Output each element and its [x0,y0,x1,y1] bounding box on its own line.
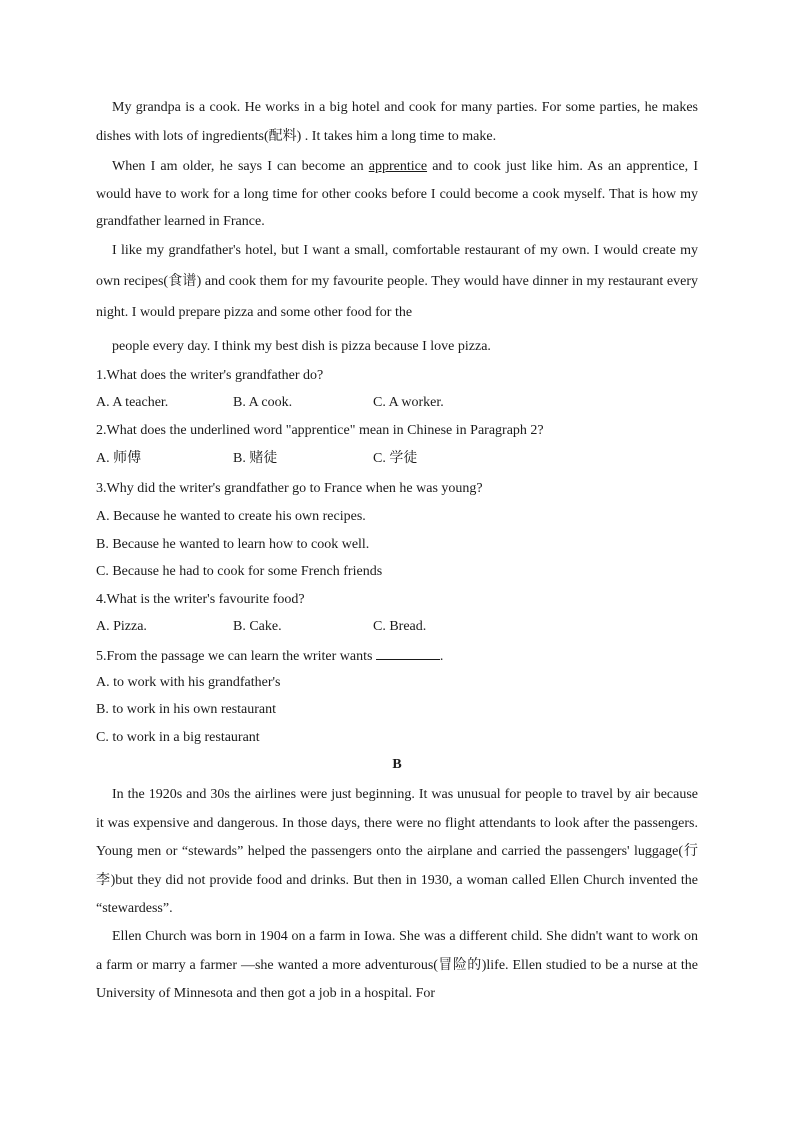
paragraph-2-text-before: When I am older, he says I can become an [112,159,369,174]
question-1-option-b: B. A cook. [233,395,293,410]
question-5-stem-text: 5.From the passage we can learn the writer wants [96,649,376,664]
question-1-option-a: A. A teacher. [96,395,169,410]
answer-blank [376,646,440,660]
question-4-option-c: C. Bread. [373,619,427,634]
question-3-option-b: B. Because he wanted to learn how to cook well. [96,537,370,552]
question-3-stem: 3.Why did the writer's grandfather go to France when he was young? [96,481,483,496]
question-5-stem [96,646,443,666]
paragraph-3-main: I like my grandfather's hotel, but I want a small, comfortable restaurant of my own. I would create my own recipes(食谱) and cook them for my favourite people. They would have dinner in my restaurant every night. I would prepare pizza and some other food for the [96,243,698,320]
question-3-option-a: A. Because he wanted to create his own recipes. [96,509,366,524]
section-b-paragraph-2: Ellen Church was born in 1904 on a farm in Iowa. She was a different child. She didn't want to work on a farm or marry a farmer —she wanted a more adventurous(冒险的)life. Ellen studied to be a nurse at the University of Minnesota and then got a job in a hospital. For [96,929,698,1001]
question-5-option-b: B. to work in his own restaurant [96,702,277,717]
passage-a-paragraph-2 [96,153,698,236]
question-1-stem: 1.What does the writer's grandfather do? [96,368,324,383]
paragraph-2-text-after: and to cook just like him. As an apprentice, I would have to work for a long time for other cooks before I could become a cook myself. That is how my grandfather learned in France. [96,159,699,229]
passage-a-paragraph-3 [96,235,698,362]
question-5-option-c: C. to work in a big restaurant [96,730,260,745]
question-4-stem: 4.What is the writer's favourite food? [96,592,305,607]
question-2-option-a: A. 师傅 [96,451,142,466]
question-3-option-c: C. Because he had to cook for some French friends [96,564,383,579]
question-5-stem-end: . [439,649,444,664]
underlined-word-apprentice: apprentice [368,159,428,174]
question-4-option-a: A. Pizza. [96,619,147,634]
question-4-option-b: B. Cake. [233,619,282,634]
question-1-option-c: C. A worker. [373,395,444,410]
paragraph-3-last-line: people every day. I think my best dish is pizza because I love pizza. [112,339,491,354]
passage-a-paragraph-1: My grandpa is a cook. He works in a big hotel and cook for many parties. For some parties, he makes dishes with lots of ingredients(配料) . It takes him a long time to make. [96,100,698,144]
section-b-paragraph-1: In the 1920s and 30s the airlines were just beginning. It was unusual for people to travel by air because it was expensive and dangerous. In those days, there were no flight attendants to look after the passengers. Young men or “stewards” helped the passengers onto the airplane and carried the passengers' luggage(行李)but they did not provide food and drinks. But then in 1930, a woman called Ellen Church invented the “stewardess”. [96,787,698,916]
question-2-option-b: B. 赌徒 [233,451,278,466]
question-5-option-a: A. to work with his grandfather's [96,675,281,690]
question-2-stem: 2.What does the underlined word "apprentice" mean in Chinese in Paragraph 2? [96,423,544,438]
question-2-option-c: C. 学徒 [373,451,418,466]
section-b-heading: B [392,757,402,772]
